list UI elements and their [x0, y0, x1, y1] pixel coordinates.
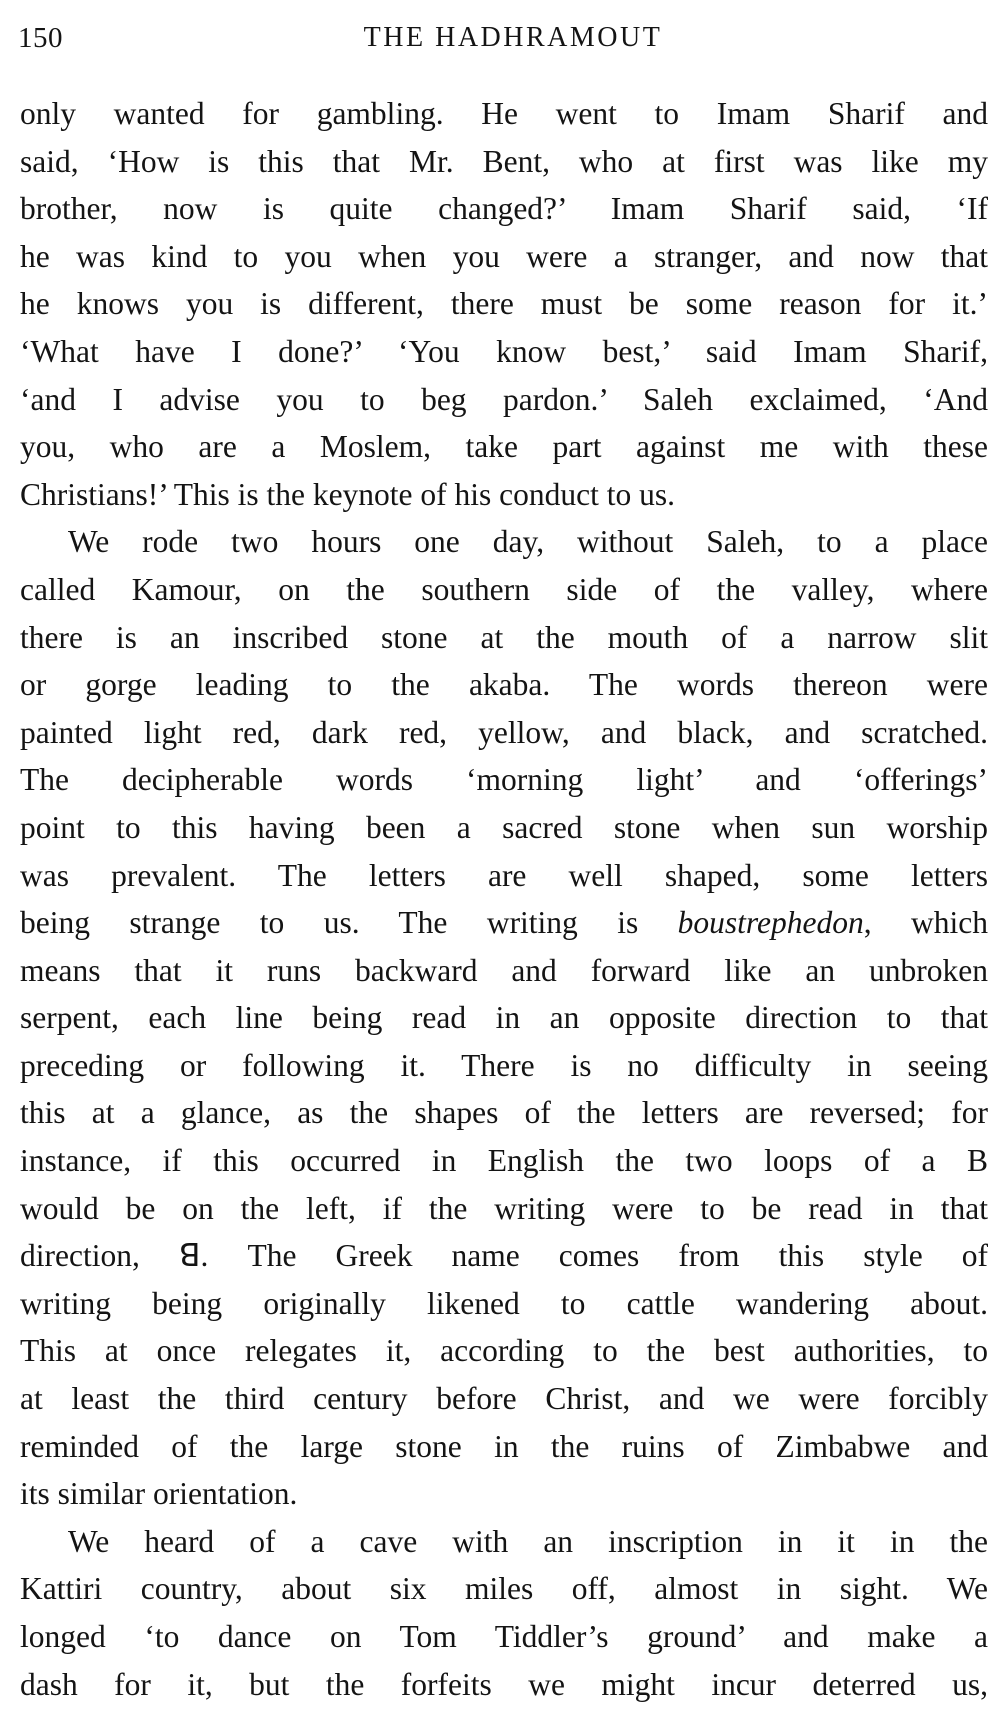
text-line: We rode two hours one day, without Saleh, to a place	[68, 524, 988, 560]
text-line: This at once relegates it, according to the best authorities, to	[20, 1333, 988, 1369]
page-header	[18, 18, 988, 58]
text-line: brother, now is quite changed?’ Imam Sharif said, ‘If	[20, 191, 988, 227]
paragraph	[20, 90, 988, 518]
text-line: direction, ꓭ. The Greek name comes from this style of	[20, 1238, 988, 1274]
body-text	[20, 90, 988, 1708]
text-line: he knows you is different, there must be some reason for it.’	[20, 286, 988, 322]
text-line: this at a glance, as the shapes of the letters are reversed; for	[20, 1095, 988, 1131]
text-line: point to this having been a sacred stone when sun worship	[20, 809, 988, 845]
text-line: We heard of a cave with an inscription in it in the	[68, 1523, 988, 1559]
text-line: means that it runs backward and forward like an unbroken	[20, 952, 988, 988]
text-line: ‘and I advise you to beg pardon.’ Saleh exclaimed, ‘And	[20, 381, 988, 417]
italic-term: boustrephedon	[677, 905, 864, 941]
text-line: Christians!’ This is the keynote of his conduct to us.	[20, 476, 676, 512]
text-segment: being strange to us. The writing is	[20, 905, 678, 941]
text-line: reminded of the large stone in the ruins of Zimbabwe and	[20, 1428, 988, 1464]
text-line: only wanted for gambling. He went to Imam Sharif and	[20, 96, 988, 131]
text-line: or gorge leading to the akaba. The words thereon were	[20, 667, 988, 703]
text-line: he was kind to you when you were a stranger, and now that	[20, 238, 988, 274]
paragraph	[20, 518, 988, 1517]
text-line: preceding or following it. There is no difficulty in seeing	[20, 1047, 988, 1083]
running-title: THE HADHRAMOUT	[363, 22, 663, 53]
text-line: serpent, each line being read in an opposite direction to that	[20, 1000, 988, 1036]
text-line: you, who are a Moslem, take part against me with these	[20, 429, 988, 465]
text-line: dash for it, but the forfeits we might incur deterred us,	[20, 1666, 988, 1702]
text-line: said, ‘How is this that Mr. Bent, who at first was like my	[20, 143, 988, 179]
text-line: at least the third century before Christ, and we were forcibly	[20, 1381, 988, 1417]
text-line: called Kamour, on the southern side of the valley, where	[20, 571, 988, 607]
text-line: there is an inscribed stone at the mouth of a narrow slit	[20, 619, 988, 655]
text-line: its similar orientation.	[20, 1476, 298, 1512]
text-segment: , which	[863, 905, 988, 941]
text-line: painted light red, dark red, yellow, and black, and scratched.	[20, 714, 988, 750]
text-line	[20, 899, 988, 947]
text-line: would be on the left, if the writing were to be read in that	[20, 1190, 988, 1226]
text-line: ‘What have I done?’ ‘You know best,’ said Imam Sharif,	[20, 333, 988, 369]
text-line: instance, if this occurred in English the two loops of a B	[20, 1143, 988, 1179]
text-line: Kattiri country, about six miles off, almost in sight. We	[20, 1571, 988, 1607]
text-line: was prevalent. The letters are well shaped, some letters	[20, 857, 988, 893]
text-line: longed ‘to dance on Tom Tiddler’s ground’ and make a	[20, 1619, 988, 1654]
page-number: 150	[18, 22, 63, 54]
paragraph	[20, 1518, 988, 1708]
text-line: The decipherable words ‘morning light’ and ‘offerings’	[20, 762, 988, 798]
text-line: writing being originally likened to cattle wandering about.	[20, 1285, 988, 1321]
